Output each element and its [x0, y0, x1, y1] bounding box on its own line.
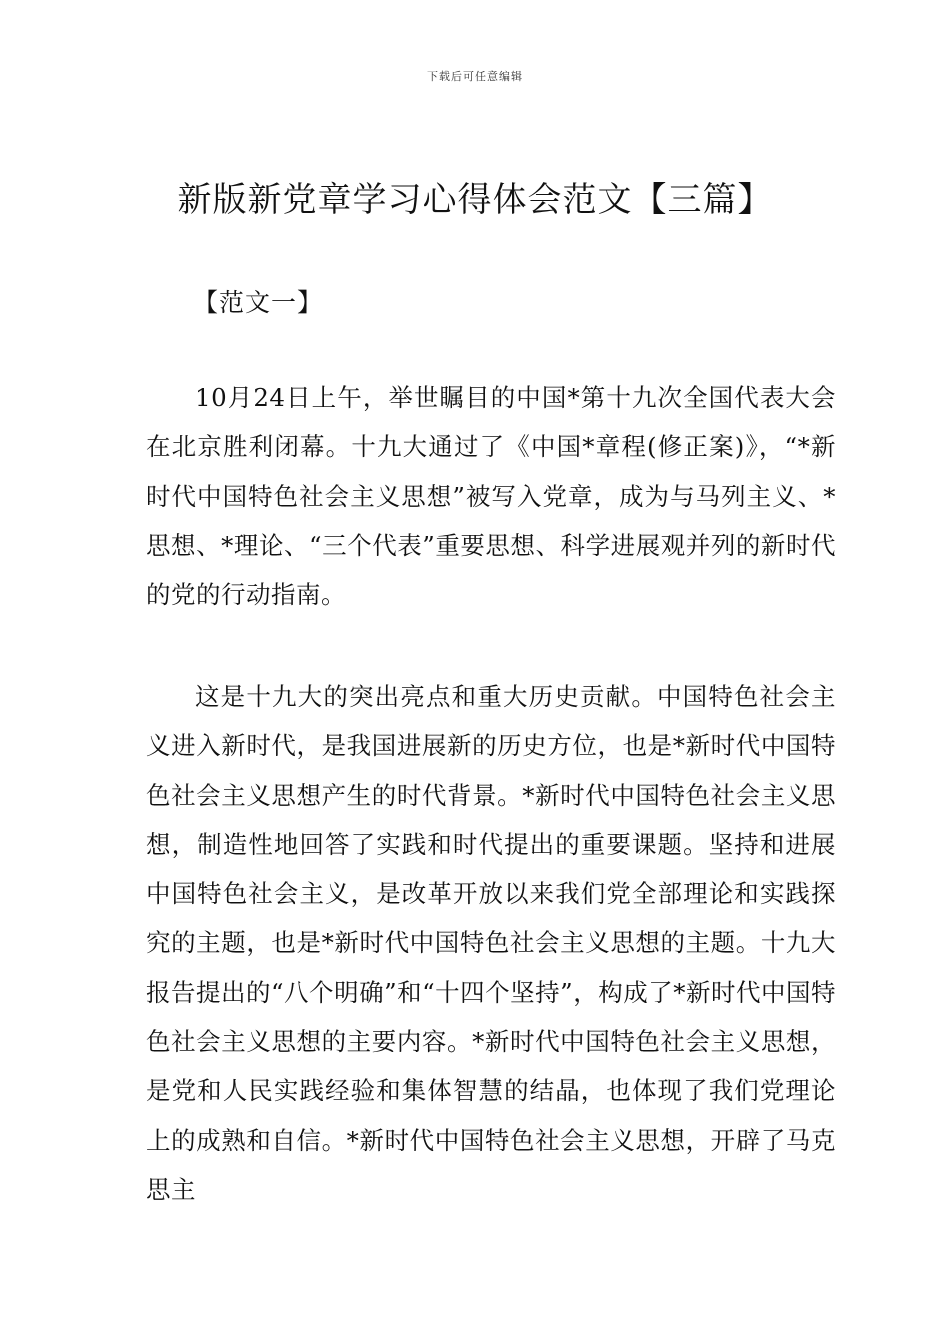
section-label: 【范文一】 [193, 288, 324, 317]
header-note: 下载后可任意编辑 [427, 70, 523, 83]
body-paragraph-2: 这是十九大的突出亮点和重大历史贡献。中国特色社会主义进入新时代，是我国进展新的历史方位，也是*新时代中国特色社会主义思想产生的时代背景。*新时代中国特色社会主义思想，制造性地回答了实践和时代提出的重要课题。坚持和进展中国特色社会主义，是改革开放以来我们党全部理论和实践探究的主题，也是*新时代中国特色社会主义思想的主题。十九大报告提出的“八个明确”和“十四个坚持”，构成了*新时代中国特色社会主义思想的主要内容。*新时代中国特色社会主义思想，是党和人民实践经验和集体智慧的结晶，也体现了我们党理论上的成熟和自信。*新时代中国特色社会主义思想，开辟了马克思主 [146, 682, 836, 1204]
body-paragraph-1: 10月24日上午，举世瞩目的中国*第十九次全国代表大会在北京胜利闭幕。十九大通过了《中国*章程(修正案)》，“*新时代中国特色社会主义思想”被写入党章，成为与马列主义、*思想、*理论、“三个代表”重要思想、科学进展观并列的新时代的党的行动指南。 [146, 383, 836, 610]
document-title: 新版新党章学习心得体会范文【三篇】 [177, 180, 773, 220]
